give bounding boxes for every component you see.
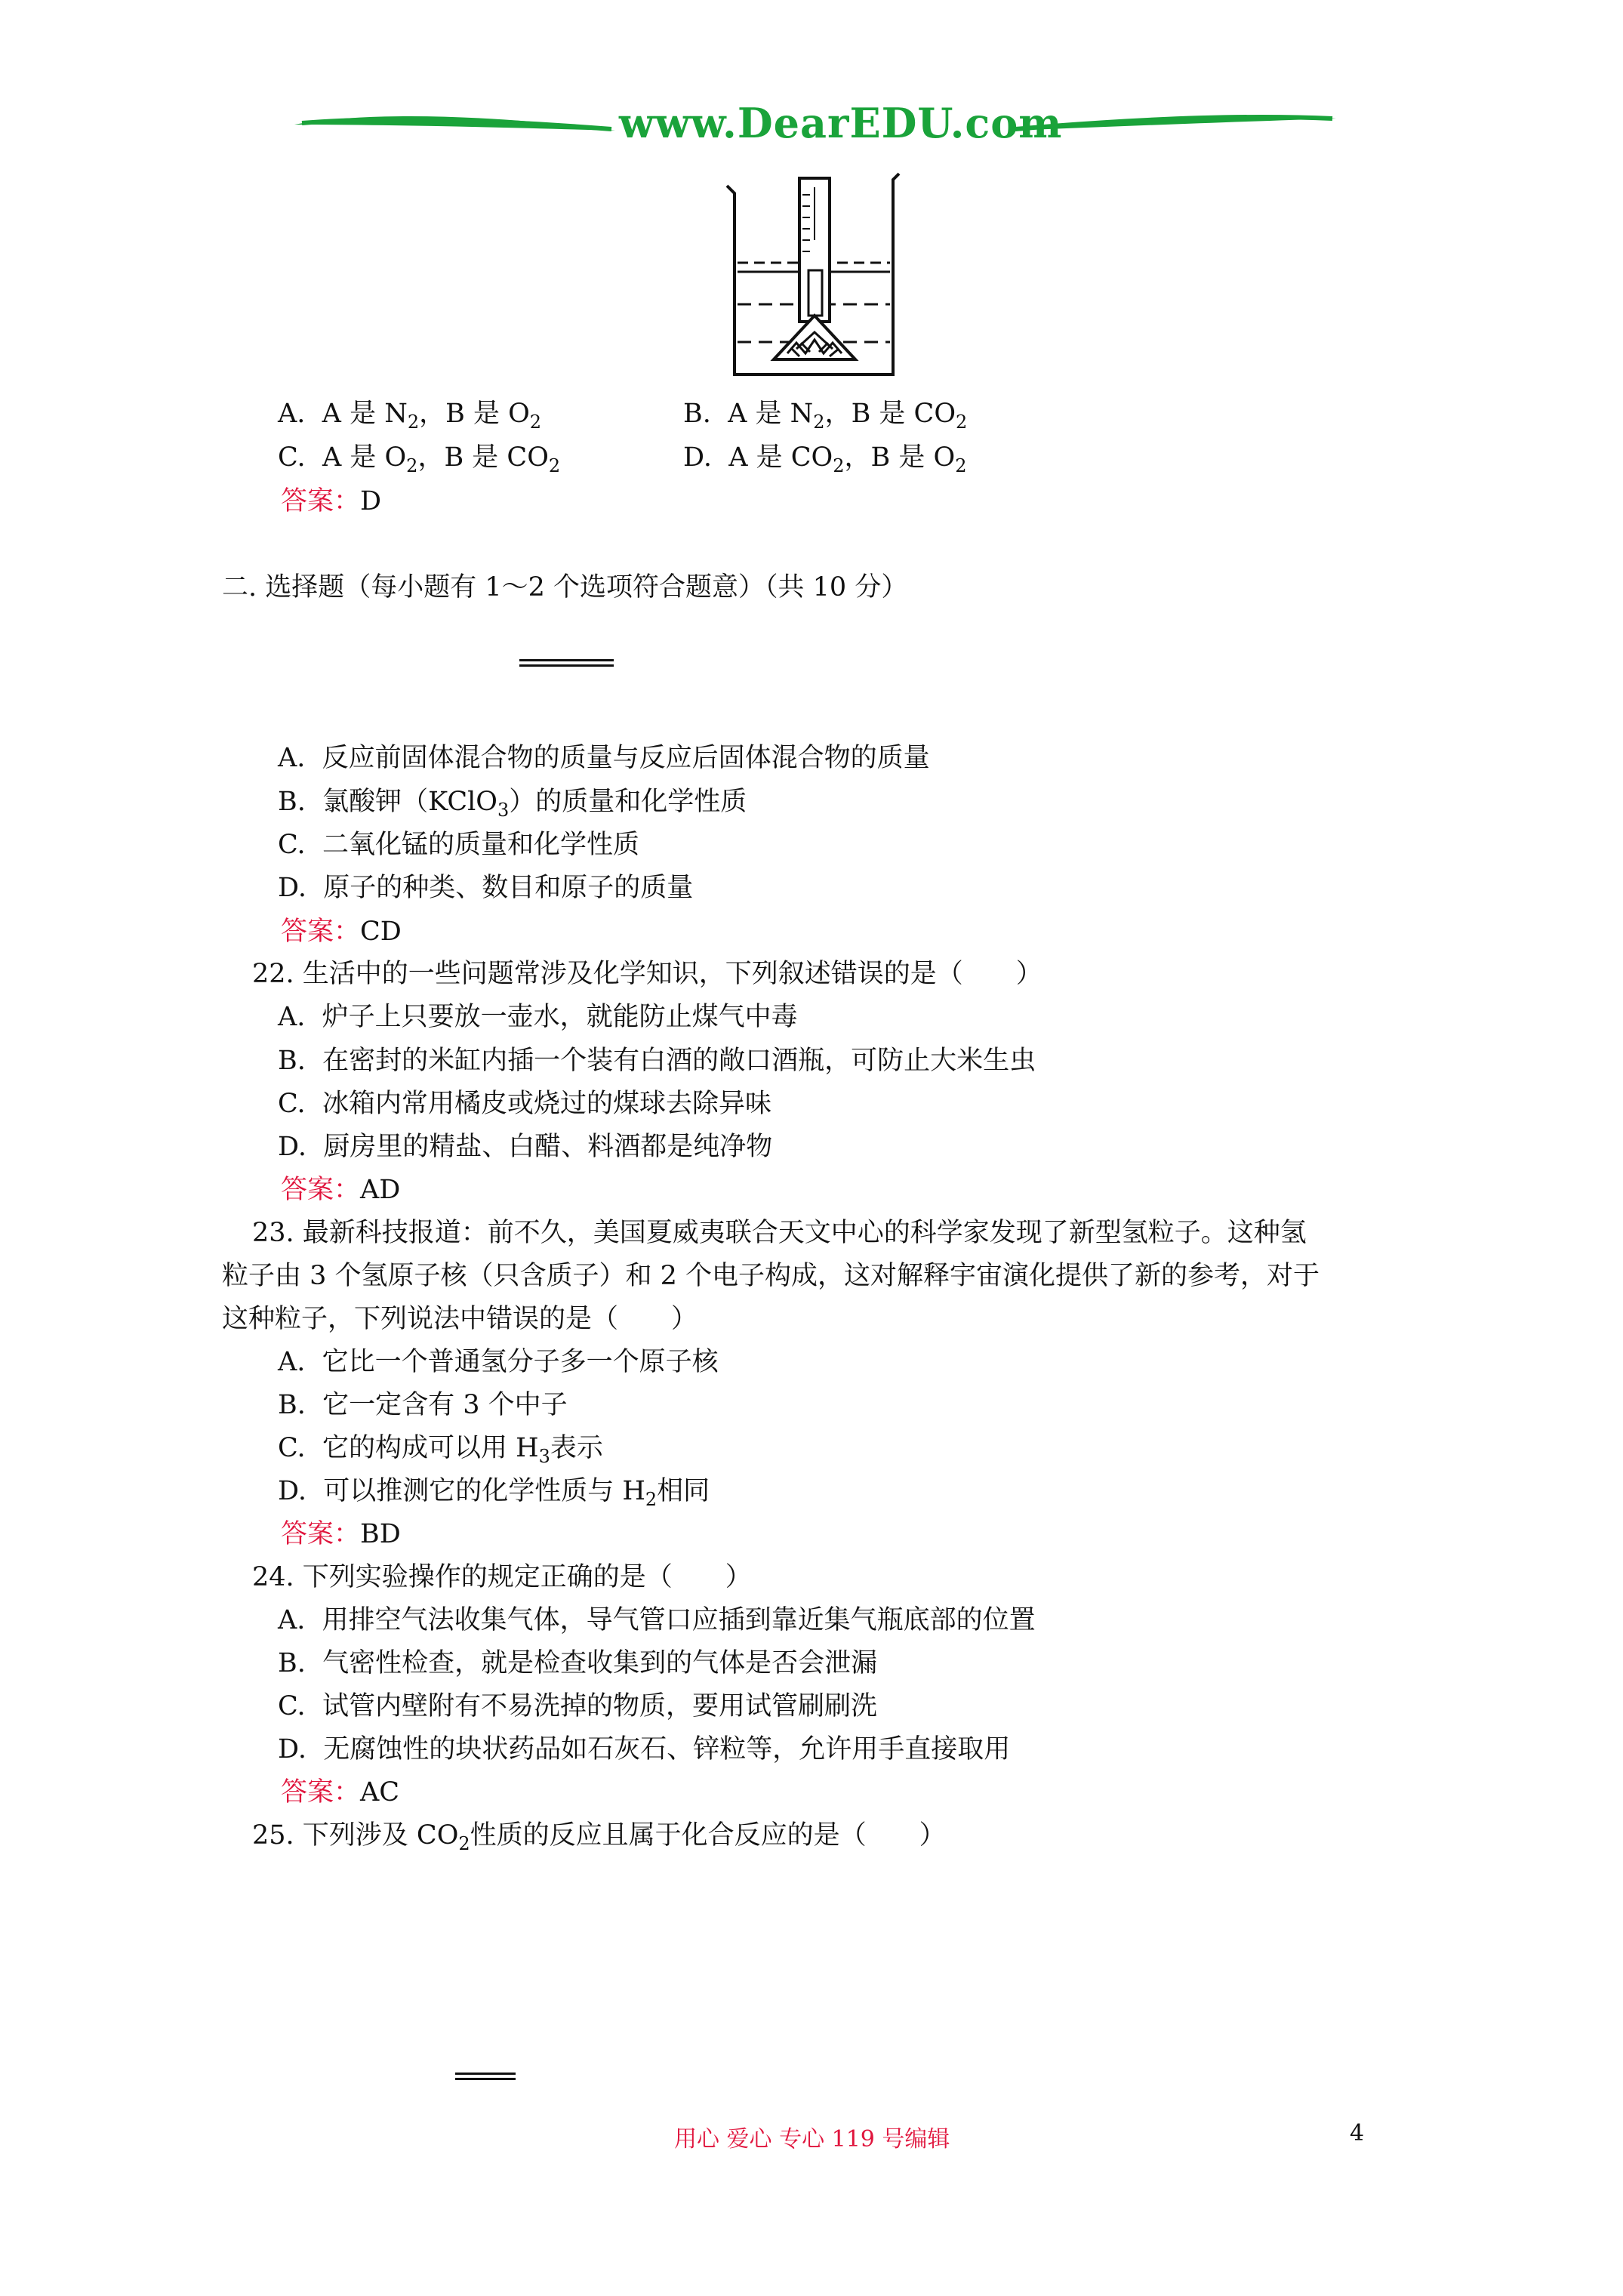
site-url[interactable]: www.DearEDU.com xyxy=(619,99,1063,147)
answer-value: CD xyxy=(360,917,402,947)
footer-slogan: 用心 爱心 专心 119 号编辑 xyxy=(674,2126,950,2153)
q22-option-b: B. 在密封的米缸内插一个装有白酒的敞口酒瓶，可防止大米生虫 xyxy=(278,1046,1036,1076)
section-heading: 二. 选择题（每小题有 1～2 个选项符合题意）（共 10 分） xyxy=(222,572,908,603)
prev-option-c: C. A 是 $O_2$，B 是 $CO_2$ xyxy=(278,442,561,476)
banner-swoosh-right-icon xyxy=(1008,102,1340,147)
q22-option-a: A. 炉子上只要放一壶水，就能防止煤气中毒 xyxy=(278,1002,798,1032)
q24-option-c: C. 试管内壁附有不易洗掉的物质，要用试管刷刷洗 xyxy=(278,1691,877,1721)
answer-label: 答案： xyxy=(281,917,361,947)
q23-stem-line-2: 粒子由 3 个氢原子核（只含质子）和 2 个电子构成，这对解释宇宙演化提供了新的参考，对于 xyxy=(222,1261,1320,1291)
q24-stem: 24. 下列实验操作的规定正确的是（ ） xyxy=(252,1562,752,1592)
page-number: 4 xyxy=(1350,2120,1365,2147)
q24-option-b: B. 气密性检查，就是检查收集到的气体是否会泄漏 xyxy=(278,1648,878,1678)
q21-answer xyxy=(281,911,402,953)
q23-answer xyxy=(281,1513,401,1555)
q23-option-c: C. 它的构成可以用 $H_3$表示 xyxy=(278,1433,603,1467)
q21-option-a: A. 反应前固体混合物的质量与反应后固体混合物的质量 xyxy=(278,743,930,773)
q21-option-c: C. 二氧化锰的质量和化学性质 xyxy=(278,830,639,860)
q22-answer xyxy=(281,1169,400,1211)
prev-option-b: B. A 是 $N_2$，B 是 $CO_2$ xyxy=(683,399,968,433)
header-banner xyxy=(287,94,1344,155)
q22-stem: 22. 生活中的一些问题常涉及化学知识，下列叙述错误的是（ ） xyxy=(252,959,1042,989)
answer-value: BD xyxy=(360,1519,401,1549)
banner-swoosh-left-icon xyxy=(287,102,619,147)
formula-rule-2 xyxy=(455,2073,516,2080)
q21-option-b: B. 氯酸钾（KClO$_3$）的质量和化学性质 xyxy=(278,787,747,821)
answer-label: 答案： xyxy=(281,1175,361,1205)
formula-rule xyxy=(519,659,614,667)
q25-stem: 25. 下列涉及 $CO_2$性质的反应且属于化合反应的是（ ） xyxy=(252,1820,946,1854)
q23-stem-line-3: 这种粒子，下列说法中错误的是（ ） xyxy=(222,1304,698,1334)
q24-answer xyxy=(281,1771,399,1814)
q23-option-a: A. 它比一个普通氢分子多一个原子核 xyxy=(278,1347,719,1377)
q23-option-d: D. 可以推测它的化学性质与 $H_2$相同 xyxy=(278,1476,710,1510)
answer-label: 答案： xyxy=(281,1519,361,1549)
prev-answer xyxy=(281,480,381,522)
answer-label: 答案： xyxy=(281,1777,361,1808)
q24-option-d: D. 无腐蚀性的块状药品如石灰石、锌粒等，允许用手直接取用 xyxy=(278,1734,1011,1764)
beaker-figure xyxy=(721,165,910,384)
answer-label: 答案： xyxy=(281,486,361,516)
prev-option-d: D. A 是 $CO_2$，B 是 $O_2$ xyxy=(683,442,967,476)
answer-value: D xyxy=(360,486,382,516)
q21-option-d: D. 原子的种类、数目和原子的质量 xyxy=(278,873,694,903)
q23-option-b: B. 它一定含有 3 个中子 xyxy=(278,1390,568,1420)
q22-option-c: C. 冰箱内常用橘皮或烧过的煤球去除异味 xyxy=(278,1089,771,1119)
answer-value: AD xyxy=(360,1175,401,1205)
prev-option-a: A. A 是 $N_2$，B 是 $O_2$ xyxy=(278,399,542,433)
q22-option-d: D. 厨房里的精盐、白醋、料酒都是纯净物 xyxy=(278,1132,773,1162)
q24-option-a: A. 用排空气法收集气体，导气管口应插到靠近集气瓶底部的位置 xyxy=(278,1605,1036,1635)
answer-value: AC xyxy=(360,1777,400,1808)
q23-stem-line-1: 23. 最新科技报道：前不久，美国夏威夷联合天文中心的科学家发现了新型氢粒子。这种氢 xyxy=(252,1218,1307,1248)
